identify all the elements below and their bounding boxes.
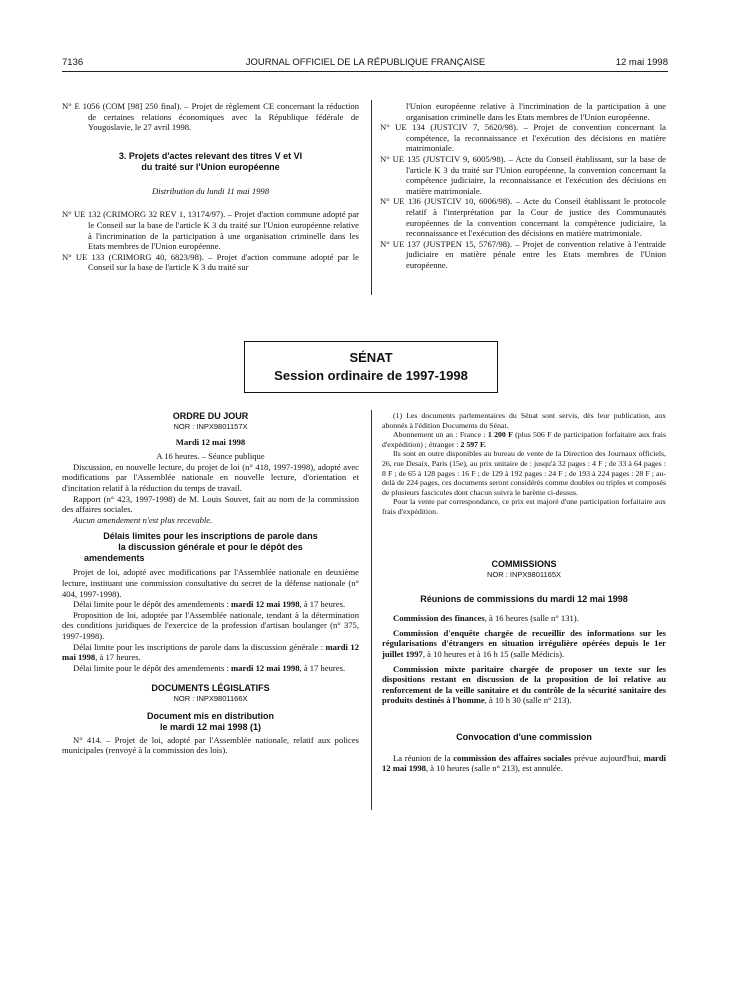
convocation-title: Convocation d'une commission: [456, 731, 592, 742]
bottom-right-column: [382, 411, 666, 774]
item-ue133: N° UE 133 (CRIMORG 40, 6823/98). – Projet d'action commune adopté par le Conseil sur la base de l'article K 3 du traité sur: [62, 251, 359, 273]
proposition-paragraph: Proposition de loi, adoptée par l'Assemblée nationale, tendant à la détermination des conditions juridiques de l'exercice de la profession d'artisan boulanger (n° 375, 1997-1998).: [62, 609, 359, 641]
top-left-column: [62, 101, 359, 273]
n414-paragraph: N° 414. – Projet de loi, adopté par l'Assemblée nationale, relatif aux polices municipales (renvoyé à la commission des lois).: [62, 734, 359, 756]
item-continuation: l'Union européenne relative à l'incrimination de la participation à une organisation criminelle dans les Etats membres de l'Union européenne.: [406, 101, 666, 122]
column-divider: [371, 100, 372, 295]
delai-2: Délai limite pour les inscriptions de parole dans la discussion générale : mardi 12 mai 1998, à 17 heures.: [62, 641, 359, 663]
ordre-nor: NOR : INPX9801157X: [173, 422, 248, 431]
bottom-left-column: [62, 411, 359, 756]
header-date: 12 mai 1998: [615, 57, 668, 68]
discussion-paragraph: Discussion, en nouvelle lecture, du projet de loi (n° 418, 1997-1998), adopté avec modifications par l'Assemblée nationale en nouvelle lecture, d'orientation et d'incitation relatif à la réduction du temps de travail.: [62, 461, 359, 493]
senat-box: [244, 341, 498, 393]
journal-title: JOURNAL OFFICIEL DE LA RÉPUBLIQUE FRANÇAISE: [245, 57, 486, 68]
aucun-amendement: Aucun amendement n'est plus recevable.: [73, 514, 213, 525]
top-right-column: [380, 101, 666, 271]
item-ue136: N° UE 136 (JUSTCIV 10, 6006/98). – Acte du Conseil établissant le protocole relatif à l'interprétation par la Cour de justice des Communautés européennes de la convention concernant la compétence judiciaire, la reconnaissance et l'exécution des décisions en matière matrimoniale.: [380, 196, 666, 239]
footnote-1: (1) Les documents parlementaires du Sénat sont servis, dès leur publication, aux abonnés à l'édition Documents du Sénat.: [382, 411, 666, 430]
header-rule: [62, 71, 668, 72]
delai-1: Délai limite pour le dépôt des amendements : mardi 12 mai 1998, à 17 heures.: [73, 599, 346, 610]
item-ue134: N° UE 134 (JUSTCIV 7, 5620/98). – Projet de convention concernant la compétence, la reconnaissance et l'exécution des décisions en matière matrimoniale.: [380, 122, 666, 154]
distribution-date: Distribution du lundi 11 mai 1998: [151, 185, 270, 196]
commission-mixte: Commission mixte paritaire chargée de proposer un texte sur les dispositions restant en discussion de la proposition de loi relative au renforcement de la veille sanitaire et du contrôle de la sécurité sanitaire des produits destinés à l'homme, à 10 h 30 (salle n° 213).: [382, 663, 666, 706]
item-e1056: N° E 1056 (COM [98] 250 final). – Projet de règlement CE concernant la réduction de certaines relations économiques avec la République fédérale de Yougoslavie, le 27 avril 1998.: [62, 101, 359, 133]
item-ue135: N° UE 135 (JUSTCIV 9, 6005/98). – Acte du Conseil établissant, sur la base de l'article K 3 du traité sur l'Union européenne, la convention concernant la compétence judiciaire, la reconnaissance et l'exécution des décisions en matière matrimoniale.: [380, 153, 666, 196]
senat-subtitle: Session ordinaire de 1997-1998: [274, 368, 468, 383]
page-number: 7136: [62, 57, 84, 68]
senat-title: SÉNAT: [349, 350, 393, 365]
reunion-annulee: La réunion de la commission des affaires sociales prévue aujourd'hui, mardi 12 mai 1998, à 10 heures (salle n° 213), est annulée.: [382, 752, 666, 774]
commission-finances: Commission des finances, à 16 heures (salle n° 131).: [393, 613, 579, 624]
page-header: [0, 57, 731, 71]
delais-title: Délais limites pour les inscriptions de parole dans la discussion générale et pour le dépôt des amendements: [84, 531, 318, 564]
item-ue137: N° UE 137 (JUSTPEN 15, 5767/98). – Projet de convention relative à l'entraide judiciaire en matière pénale entre les Etats membres de l'Union européenne.: [380, 238, 666, 270]
ordre-du-jour-title: ORDRE DU JOUR: [172, 411, 249, 421]
documents-nor: NOR : INPX9801166X: [173, 694, 248, 704]
column-divider-bottom: [371, 410, 372, 810]
document-mis-title: Document mis en distribution le mardi 12 mai 1998 (1): [146, 710, 274, 732]
footnote-vente: Pour la vente par correspondance, ce prix est majoré d'une participation forfaitaire aux frais d'expédition.: [382, 497, 666, 516]
commissions-title: COMMISSIONS: [491, 558, 557, 569]
footnote-prix: Ils sont en outre disponibles au bureau de vente de la Direction des Journaux officiels, 26, rue Desaix, Paris (15e), au prix unitaire de : jusqu'à 32 pages : 4 F ; de 33 à 64 pages : 8 F ; de 65 à 128 pages : 16 F ; de 129 à 192 pages : 24 F ; de 193 à 224 pages : 28 F ; au-delà de 224 pages, ces documents seront considérés comme doubles ou triples et composés de plusieurs fascicules dont chacun suivra le barème ci-dessus.: [382, 449, 666, 497]
seance-line: A 16 heures. – Séance publique: [156, 451, 265, 462]
commission-enquete: Commission d'enquête chargée de recueillir des informations sur les régularisations d'étrangers en situation irrégulière opérées depuis le 1er juillet 1997, à 10 heures et à 16 h 15 (salle Médicis).: [382, 627, 666, 659]
commissions-nor: NOR : INPX9801165X: [486, 569, 562, 579]
delai-3: Délai limite pour le dépôt des amendements : mardi 12 mai 1998, à 17 heures.: [73, 662, 346, 673]
item-ue132: N° UE 132 (CRIMORG 32 REV 1, 13174/97). – Projet d'action commune adopté par le Conseil sur la base de l'article K 3 du traité sur l'Union européenne relative à l'incrimination de la participation à une organisation criminelle dans les Etats membres de l'Union européenne.: [62, 209, 359, 252]
reunions-title: Réunions de commissions du mardi 12 mai 1998: [420, 594, 628, 605]
footnote-abonnement: Abonnement un an : France : 1 200 F (plus 506 F de participation forfaitaire aux frais d'expédition) ; étranger : 2 597 F.: [382, 430, 666, 449]
rapport-paragraph: Rapport (n° 423, 1997-1998) de M. Louis Souvet, fait au nom de la commission des affaires sociales.: [62, 493, 359, 515]
documents-legislatifs-title: DOCUMENTS LÉGISLATIFS: [151, 683, 270, 694]
section-title: 3. Projets d'actes relevant des titres V et VI du traité sur l'Union européenne: [118, 150, 303, 172]
projet-paragraph: Projet de loi, adopté avec modifications par l'Assemblée nationale en deuxième lecture, instituant une commission consultative du secret de la défense nationale (n° 404, 1997-1998).: [62, 567, 359, 599]
mardi-heading: Mardi 12 mai 1998: [175, 436, 246, 447]
